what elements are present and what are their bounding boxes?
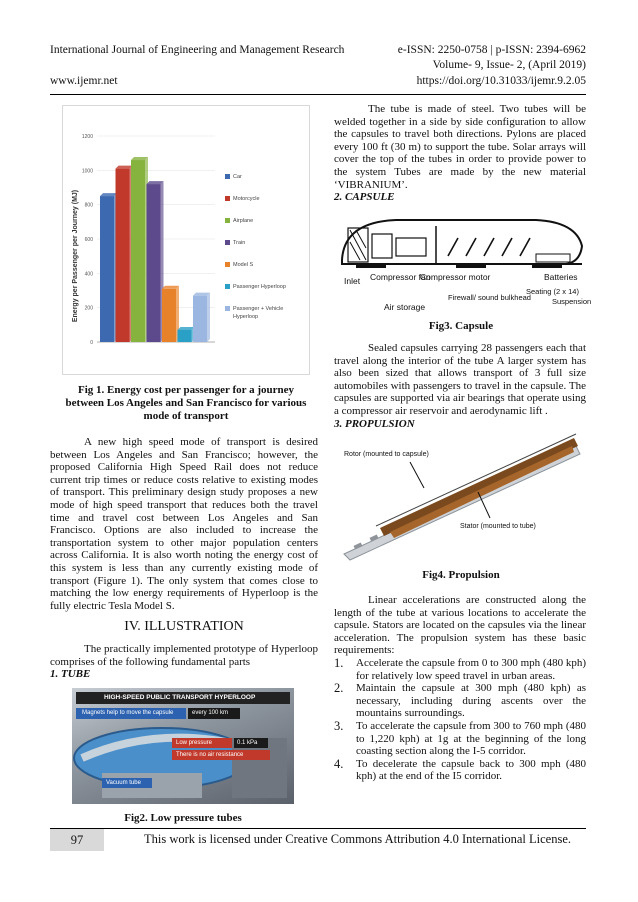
label-firewall: Firewall/ sound bulkhead: [448, 293, 531, 302]
fig2-no-air: There is no air resistance: [172, 750, 270, 760]
label-compressor-motor: Compressor motor: [420, 272, 491, 282]
legend-swatch: [225, 262, 230, 267]
bar-passenger-vehicle-hyperloop: [193, 296, 207, 342]
requirement-item: 4. To decelerate the capsule back to 300 mph (480 kph) at the end of the I5 corridor.: [334, 756, 586, 783]
license-text: This work is licensed under Creative Commons Attribution 4.0 International License.: [144, 832, 571, 846]
legend-swatch: [225, 196, 230, 201]
y-tick-label: 800: [84, 202, 93, 209]
propulsion-illustration: [340, 432, 584, 560]
section-heading: IV. ILLUSTRATION: [124, 619, 244, 635]
tube-paragraph: The tube is made of steel. Two tubes will be welded together in a side by side configuration to allow the capsules to travel both directions. Pylons are placed every 100 ft (30 m) to support the tube. Solar arrays will cover the top of the tubes in order to provide power to the system Tubes are made by the new material ‘VIBRANIUM’.: [334, 103, 586, 191]
y-axis-label: Energy per Passenger per Journey (MJ): [72, 189, 79, 323]
requirement-item: 3. To accelerate the capsule from 300 to 760 mph (480 to 1,220 kph) at 1g at the beginning of the long coasting section along the I-5 corridor.: [334, 718, 586, 758]
doi-link[interactable]: https://doi.org/10.31033/ijemr.9.2.05: [416, 75, 586, 87]
legend-label: Hyperloop: [233, 314, 259, 320]
y-tick-label: 0: [90, 340, 93, 346]
journal-title: International Journal of Engineering and Management Research: [50, 44, 345, 56]
y-tick-label: 200: [84, 305, 93, 312]
propulsion-paragraph: Linear accelerations are constructed along the length of the tube at various locations to accelerate the capsule. Stators are located on the capsules via the linear acceleration. The propulsion system has these basic requirements:: [334, 594, 586, 657]
figure-2-tube: [72, 688, 294, 804]
left-column: [50, 436, 318, 681]
y-tick-label: 400: [84, 271, 93, 278]
figure-3-capsule: [336, 212, 592, 316]
label-inlet: Inlet: [344, 276, 361, 286]
legend-swatch: [225, 284, 230, 289]
footer: [50, 829, 586, 851]
label-seating: Seating (2 x 14): [526, 287, 579, 296]
bar-model-s: [162, 289, 176, 342]
volume-issue: Volume- 9, Issue- 2, (April 2019): [432, 59, 586, 71]
capsule-diagram: [336, 212, 592, 316]
fig2-magnets-label: Magnets help to move the capsule: [76, 708, 186, 719]
legend-label: Passenger Hyperloop: [233, 284, 286, 290]
right-column-top: [334, 103, 586, 204]
label-batteries: Batteries: [544, 272, 578, 282]
y-tick-label: 600: [84, 237, 93, 243]
fig4-caption: Fig4. Propulsion: [422, 569, 500, 581]
footer-rule: [50, 828, 586, 829]
intro-paragraph: A new high speed mode of transport is desired between Los Angeles and San Francisco; however, the proposed California High Speed Rail does not reduce current trip times or reduce costs relative to existing modes of transport. This preliminary design study proposes a new mode of high speed transport that reduces both the travel time and travel cost between Los Angeles and San Francisco. Options are also included to increase the transportation system to other major population centers across California. It is also worth noting the energy cost of this system is less than any currently existing mode of transport (Figure 1). The only system that comes close to matching the low energy requirements of Hyperloop is the fully electric Tesla Model S.: [50, 436, 318, 612]
bar-passenger-hyperloop: [178, 330, 192, 342]
bar-top: [131, 157, 148, 160]
website-link[interactable]: www.ijemr.net: [50, 75, 118, 87]
right-column-bottom: [334, 594, 586, 783]
illustration-intro: The practically implemented prototype of Hyperloop comprises of the following fundamental parts: [50, 642, 318, 668]
y-tick-label: 1000: [81, 168, 93, 175]
bar-top: [147, 181, 164, 184]
energy-bar-chart: [63, 106, 311, 376]
issn: e-ISSN: 2250-0758 | p-ISSN: 2394-6962: [397, 44, 586, 56]
fig3-caption: Fig3. Capsule: [428, 320, 494, 332]
bar-car: [100, 196, 114, 342]
figure-1-chart: [62, 105, 310, 375]
bar-side: [207, 293, 210, 342]
stator-label: Stator (mounted to tube): [460, 523, 536, 530]
page-number: 97: [50, 829, 104, 851]
label-suspension: Suspension: [552, 297, 592, 306]
fig2-banner: HIGH-SPEED PUBLIC TRANSPORT HYPERLOOP: [76, 692, 290, 704]
legend-label: Airplane: [233, 218, 254, 224]
capsule-paragraph: Sealed capsules carrying 28 passengers each that travel along the interior of the tube A larger system has also been sized that allows transport of 3 full size automobiles with passengers to travel in the capsule. The capsules are supported via air bearings that operate using a compressor air reservoir and aerodynamic lift .: [334, 342, 586, 417]
label-air-storage: Air storage: [384, 302, 426, 312]
requirements-list: [334, 657, 586, 783]
tube-heading: 1. TUBE: [50, 668, 91, 681]
legend-swatch: [225, 174, 230, 179]
bar-top: [193, 293, 210, 296]
fig1-caption: Fig 1. Energy cost per passenger for a journey between Los Angeles and San Francisco for various mode of transport: [65, 384, 307, 422]
propulsion-heading: 3. PROPULSION: [334, 417, 415, 430]
legend-swatch: [225, 306, 230, 311]
tube-illustration: [72, 718, 294, 804]
fig2-caption: Fig2. Low pressure tubes: [124, 812, 242, 824]
legend-label: Motorcycle: [233, 196, 260, 202]
legend-label: Model S: [233, 262, 254, 268]
bar-motorcycle: [116, 169, 130, 342]
legend-label: Passenger + Vehicle: [233, 306, 284, 312]
bar-train: [147, 184, 161, 342]
bar-airplane: [131, 160, 145, 342]
rotor-label: Rotor (mounted to capsule): [344, 451, 429, 458]
header-rule: [50, 94, 586, 95]
requirement-item: 1. Accelerate the capsule from 0 to 300 mph (480 kph) for relatively low speed travel in urban areas.: [334, 655, 587, 682]
legend-label: Train: [233, 240, 246, 246]
legend-swatch: [225, 240, 230, 245]
fig2-low-pressure: Low pressure: [172, 738, 232, 748]
legend-swatch: [225, 218, 230, 223]
bar-top: [178, 327, 195, 330]
y-tick-label: 1200: [81, 134, 93, 140]
fig2-vacuum: Vacuum tube: [102, 778, 152, 788]
bar-top: [162, 286, 179, 289]
requirement-item: 2. Maintain the capsule at 300 mph (480 kph) as necessary, including during ascents over the mountains surroundings.: [334, 681, 586, 720]
figure-4-propulsion: [340, 432, 584, 560]
fig2-every-label: every 100 km: [188, 708, 240, 719]
legend-label: Car: [233, 174, 242, 180]
capsule-heading: 2. CAPSULE: [334, 191, 395, 204]
label-compressor-fan: Compressor fan: [370, 272, 431, 282]
right-column-middle: [334, 342, 586, 430]
fig2-kpa: 0.1 kPa: [234, 738, 268, 748]
